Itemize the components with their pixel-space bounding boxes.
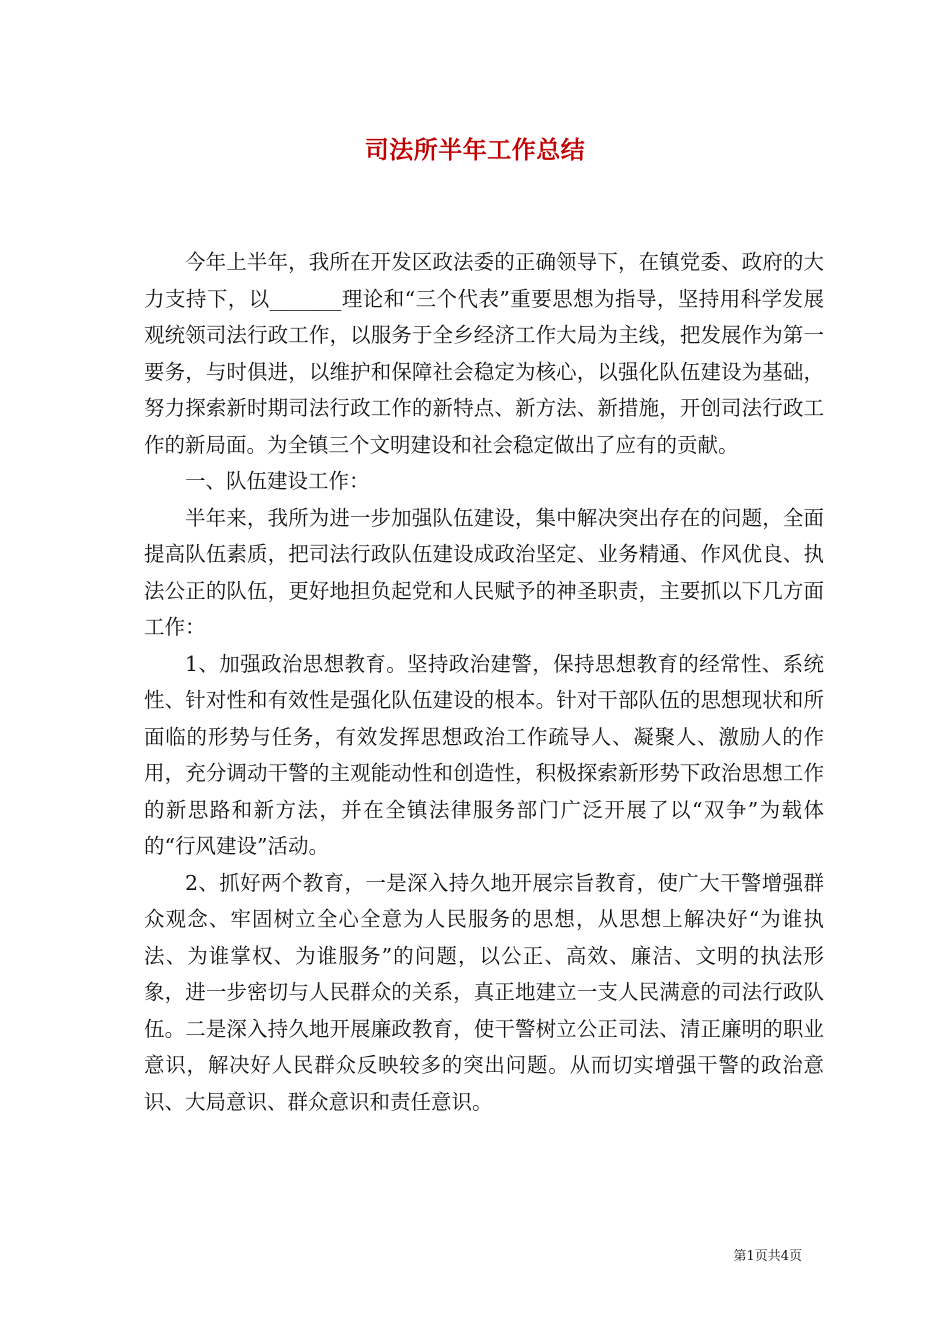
paragraph-political-education: 1、加强政治思想教育。坚持政治建警，保持思想教育的经常性、系统性、针对性和有效性是强化队伍建设的根本。针对干部队伍的思想现状和所面临的形势与任务，有效发挥思想政治工作疏导人、凝聚人、激励人的作用，充分调动干警的主观能动性和创造性，积极探索新形势下政治思想工作的新思路和新方法，并在全镇法律服务部门广泛开展了以“双争”为载体的“行风建设”活动。 <box>144 651 824 858</box>
section-heading-team-building: 一、队伍建设工作： <box>185 469 370 493</box>
page-number: 第1页共4页 <box>733 1249 802 1264</box>
paragraph-team-building: 半年来，我所为进一步加强队伍建设，集中解决突出存在的问题，全面提高队伍素质，把司法行政队伍建设成政治坚定、业务精通、作风优良、执法公正的队伍，更好地担负起党和人民赋予的神圣职责，主要抓以下几方面工作： <box>144 505 824 639</box>
document-body <box>144 244 824 1120</box>
document-title: 司法所半年工作总结 <box>364 135 586 164</box>
paragraph-two-educations: 2、抓好两个教育，一是深入持久地开展宗旨教育，使广大干警增强群众观念、牢固树立全心全意为人民服务的思想，从思想上解决好“为谁执法、为谁掌权、为谁服务”的问题，以公正、高效、廉洁、文明的执法形象，进一步密切与人民群众的关系，真正地建立一支人民满意的司法行政队伍。二是深入持久地开展廉政教育，使干警树立公正司法、清正廉明的职业意识，解决好人民群众反映较多的突出问题。从而切实增强干警的政治意识、大局意识、群众意识和责任意识。 <box>144 870 824 1114</box>
paragraph-intro: 今年上半年，我所在开发区政法委的正确领导下，在镇党委、政府的大力支持下，以_______理论和“三个代表”重要思想为指导，坚持用科学发展观统领司法行政工作，以服务于全乡经济工作大局为主线，把发展作为第一要务，与时俱进，以维护和保障社会稳定为核心，以强化队伍建设为基础，努力探索新时期司法行政工作的新特点、新方法、新措施，开创司法行政工作的新局面。为全镇三个文明建设和社会稳定做出了应有的贡献。 <box>144 250 824 457</box>
